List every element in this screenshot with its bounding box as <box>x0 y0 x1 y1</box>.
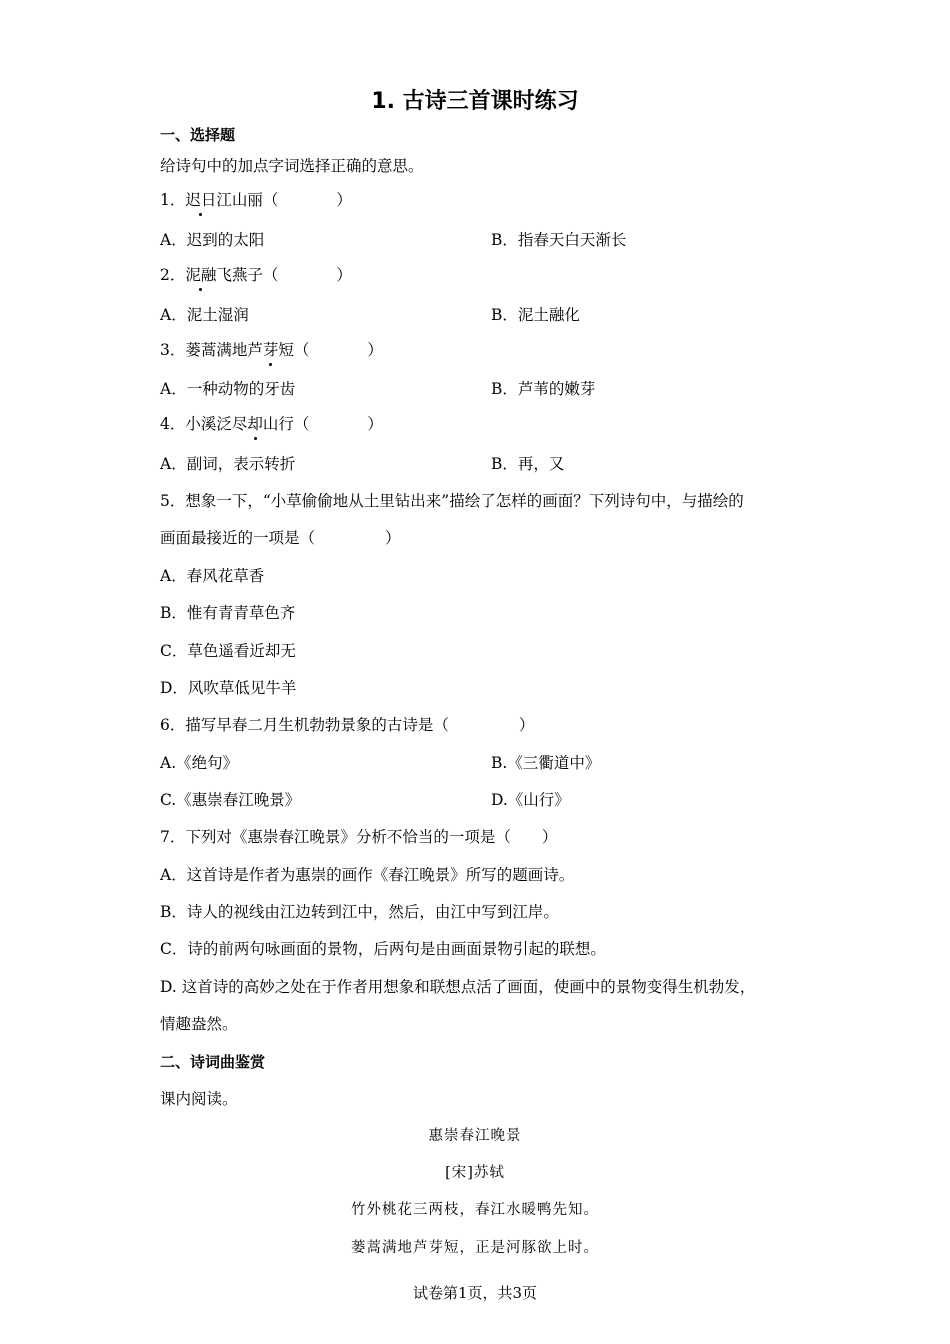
option-a: A．副词，表示转折 <box>160 455 296 473</box>
question-stem: 蒌蒿满地芦 <box>185 341 263 359</box>
dotted-word: 芽 <box>262 341 279 359</box>
poem-line-2: 蒌蒿满地芦芽短，正是河豚欲上时。 <box>351 1240 599 1256</box>
section-heading-choice: 一、选择题 <box>160 126 236 144</box>
option-d: D.《山行》 <box>491 791 570 809</box>
option-b: B．泥土融化 <box>491 306 580 324</box>
question-stem: 6．描写早春二月生机勃勃景象的古诗是（ <box>160 716 449 734</box>
question-number: 4． <box>160 415 186 433</box>
question-7: 7．下列对《惠崇春江晚景》分析不恰当的一项是（ ） <box>160 828 558 846</box>
page-title: 1. 古诗三首课时练习 <box>371 89 579 114</box>
option-a: A．这首诗是作者为惠崇的画作《春江晚景》所写的题画诗。 <box>160 866 575 884</box>
option-c: C．诗的前两句咏画面的景物，后两句是由画面景物引起的联想。 <box>160 940 606 958</box>
poem-author: [宋]苏轼 <box>445 1165 505 1181</box>
option-c: C.《惠崇春江晚景》 <box>160 791 301 809</box>
question-4 <box>160 413 383 435</box>
option-a: A．迟到的太阳 <box>160 231 265 249</box>
option-b: B．芦苇的嫩芽 <box>491 380 596 398</box>
question-close: ） <box>367 415 383 433</box>
question-6 <box>160 714 534 736</box>
option-a: A.《绝句》 <box>160 754 239 772</box>
question-stem: 山行（ <box>262 415 310 433</box>
question-1 <box>160 189 352 211</box>
question-stem: 小溪泛尽 <box>185 415 248 433</box>
dotted-word: 却 <box>247 415 263 433</box>
option-a: A．春风花草香 <box>160 567 265 585</box>
section-intro: 给诗句中的加点字词选择正确的意思。 <box>160 157 424 175</box>
dotted-word: 迟日 <box>185 191 217 209</box>
question-5-line1: 5．想象一下，“小草偷偷地从土里钻出来”描绘了怎样的画面？下列诗句中，与描绘的 <box>160 492 744 510</box>
question-stem: 飞燕子（ <box>216 266 279 284</box>
option-c: C．草色遥看近却无 <box>160 642 296 660</box>
question-close: ） <box>385 529 401 547</box>
question-2 <box>160 264 352 286</box>
poem-title: 惠崇春江晚景 <box>428 1128 522 1144</box>
dotted-word: 泥融 <box>185 266 217 284</box>
option-b: B．再，又 <box>491 455 565 473</box>
option-d: D．风吹草低见牛羊 <box>160 679 297 697</box>
question-stem: 画面最接近的一项是（ <box>160 529 316 547</box>
option-b: B.《三衢道中》 <box>491 754 601 772</box>
section-heading-poetry: 二、诗词曲鉴赏 <box>160 1053 266 1071</box>
option-b: B．指春天白天渐长 <box>491 231 627 249</box>
question-number: 3． <box>160 341 186 359</box>
option-b: B．诗人的视线由江边转到江中，然后，由江中写到江岸。 <box>160 903 559 921</box>
option-a: A．一种动物的牙齿 <box>160 380 296 398</box>
question-close: ） <box>518 716 535 734</box>
option-a: A．泥土湿润 <box>160 306 249 324</box>
question-stem: 江山丽（ <box>216 191 279 209</box>
option-d-line2: 情趣盎然。 <box>160 1015 238 1033</box>
section-intro: 课内阅读。 <box>160 1090 238 1108</box>
option-d-line1: D. 这首诗的高妙之处在于作者用想象和联想点活了画面，使画中的景物变得生机勃发， <box>160 978 756 996</box>
page-footer: 试卷第1页，共3页 <box>412 1284 538 1302</box>
question-stem: 短（ <box>278 341 310 359</box>
question-close: ） <box>367 341 383 359</box>
question-close: ） <box>336 191 352 209</box>
option-b: B．惟有青青草色齐 <box>160 604 296 622</box>
question-5-line2 <box>160 527 401 549</box>
question-number: 2． <box>160 266 186 284</box>
question-number: 1． <box>160 191 186 209</box>
question-3 <box>160 339 383 361</box>
poem-line-1: 竹外桃花三两枝，春江水暖鸭先知。 <box>351 1202 599 1218</box>
question-close: ） <box>336 266 352 284</box>
